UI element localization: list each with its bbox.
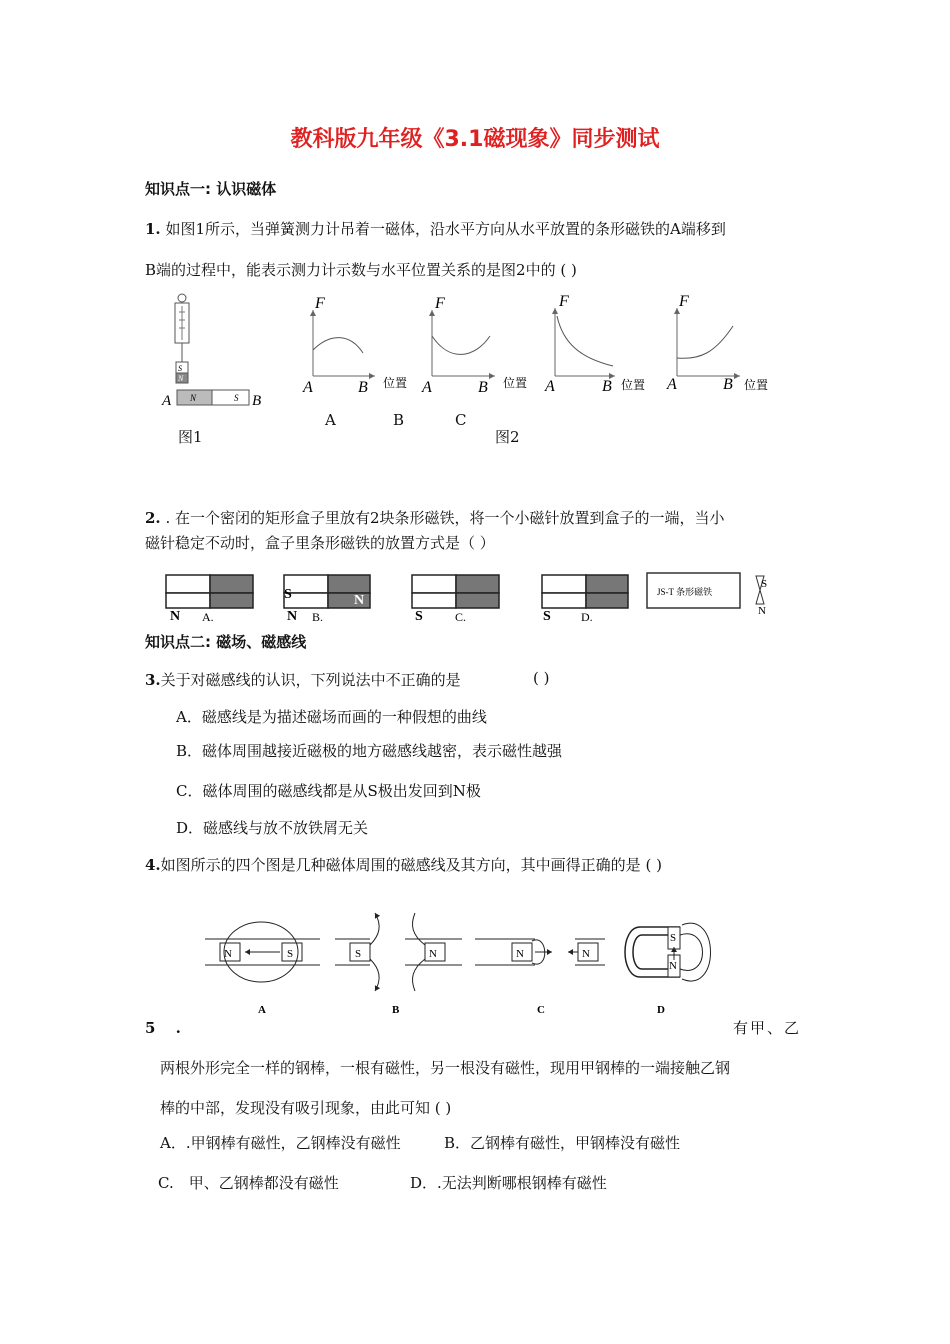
graph-option-b: B [393, 411, 405, 429]
fig-d-label: D [657, 1004, 665, 1016]
question-4-number: 4. [145, 856, 161, 874]
graph-b-b: B [478, 379, 488, 396]
page-title: 教科版九年级《3.1磁现象》同步测试 [290, 127, 660, 152]
option-b-n-right: N [354, 593, 365, 608]
question-3-option-b: B．磁体周围越接近磁极的地方磁感线越密，表示磁性越强 [176, 742, 563, 760]
option-a-n: N [170, 609, 181, 624]
figure-2-graphs [295, 288, 795, 398]
fig-c-n-right: N [582, 948, 590, 960]
section-heading-2: 知识点二: 磁场、磁感线 [145, 633, 307, 651]
graph-c [544, 293, 645, 395]
option-a-label: A. [202, 610, 214, 624]
needle-n: N [758, 605, 766, 617]
graph-a-f: F [315, 295, 325, 312]
option-b-label: B. [312, 610, 324, 624]
question-2-magnet-options [160, 570, 780, 626]
graph-a-b: B [358, 379, 368, 396]
graph-option-a: A [325, 411, 336, 429]
question-4-text: 如图所示的四个图是几种磁体周围的磁感线及其方向，其中画得正确的是 ( ) [160, 856, 662, 874]
graph-d [666, 293, 768, 393]
field-figure-c [475, 939, 605, 1016]
graph-b [421, 295, 527, 396]
question-3-option-d: D．磁感线与放不放铁屑无关 [176, 819, 369, 837]
graph-d-b: B [723, 376, 733, 393]
question-3-option-a: A．磁感线是为描述磁场而画的一种假想的曲线 [176, 708, 487, 726]
graph-c-pos: 位置 [621, 378, 646, 392]
field-figure-a [205, 922, 320, 1016]
fig-d-n: N [669, 960, 677, 972]
option-b-n: N [287, 609, 298, 624]
magnet-box [647, 573, 740, 608]
question-3-stem [145, 669, 461, 690]
fig-a-s: S [287, 948, 294, 960]
question-5-option-a: A．.甲钢棒有磁性，乙钢棒没有磁性 [160, 1134, 401, 1152]
fig-c-n-left: N [516, 948, 524, 960]
option-c-magnets [412, 575, 499, 624]
bar-end-a: A [162, 393, 172, 409]
question-5-number: 5 . [145, 1019, 181, 1037]
fig-b-n: N [429, 948, 437, 960]
hanging-magnet-s: S [178, 364, 182, 373]
fig-a-label: A [258, 1004, 266, 1016]
question-5-option-b: B．乙钢棒有磁性，甲钢棒没有磁性 [444, 1134, 681, 1152]
option-d-magnets [542, 575, 628, 624]
question-3-number: 3. [145, 671, 161, 689]
question-2-text-1: . 在一个密闭的矩形盒子里放有2块条形磁铁，将一个小磁针放置到盒子的一端，当小 [165, 509, 725, 527]
magnet-box-label: JS-T 条形磁铁 [657, 587, 713, 597]
question-1-line-1 [145, 218, 726, 239]
graph-b-pos: 位置 [503, 376, 528, 390]
fig-b-s: S [355, 948, 362, 960]
option-c-s: S [415, 609, 423, 624]
option-d-label: D. [581, 610, 593, 624]
question-3-option-c: C．磁体周围的磁感线都是从S极出发回到N极 [176, 782, 481, 800]
question-5-line-3: 棒的中部，发现没有吸引现象，由此可知 ( ) [160, 1099, 452, 1117]
option-b-s: S [284, 587, 292, 602]
compass-needle-icon [756, 576, 767, 617]
fig-d-s: S [670, 932, 677, 944]
question-3-text: 关于对磁感线的认识，下列说法中不正确的是 [160, 671, 461, 689]
graph-d-a: A [667, 376, 677, 393]
fig-a-n: N [224, 948, 232, 960]
figure-1-spring-scale [160, 290, 270, 415]
bar-end-b: B [252, 393, 262, 409]
needle-s: S [761, 578, 768, 590]
option-d-s: S [543, 609, 551, 624]
bar-magnet-n: N [190, 393, 197, 403]
graph-c-a: A [545, 378, 555, 395]
graph-d-pos: 位置 [744, 378, 769, 392]
figure-1-caption: 图1 [178, 428, 203, 446]
question-1-text-1: 如图1所示，当弹簧测力计吊着一磁体，沿水平方向从水平放置的条形磁铁的A端移到 [165, 220, 726, 238]
question-5-start: 有甲、乙 [733, 1019, 802, 1037]
question-3-bracket: ( ) [533, 669, 550, 687]
option-c-label: C. [455, 610, 467, 624]
question-4-field-line-figures [200, 905, 720, 1020]
graph-a-pos: 位置 [383, 376, 408, 390]
question-2-number: 2. [145, 509, 161, 527]
graph-b-f: F [435, 295, 445, 312]
graph-c-b: B [602, 378, 612, 395]
question-4-stem [145, 854, 662, 875]
hanging-magnet-n: N [178, 374, 184, 383]
graph-c-f: F [559, 293, 569, 310]
bar-magnet-s: S [234, 393, 239, 403]
field-figure-b [335, 913, 462, 1016]
question-2-line-1 [145, 507, 725, 528]
graph-d-f: F [679, 293, 689, 310]
figure-2-caption: 图2 [495, 428, 520, 446]
field-figure-d [625, 923, 711, 1016]
question-2-line-2: 磁针稳定不动时，盒子里条形磁铁的放置方式是（ ） [145, 534, 495, 552]
question-5-option-d: D．.无法判断哪根钢棒有磁性 [410, 1174, 607, 1192]
section-heading-1: 知识点一: 认识磁体 [145, 180, 277, 198]
question-1-number: 1. [145, 220, 161, 238]
question-1-line-2: B端的过程中，能表示测力计示数与水平位置关系的是图2中的 ( ) [145, 261, 577, 279]
graph-a [302, 295, 407, 396]
graph-b-a: A [422, 379, 432, 396]
question-5-line-2: 两根外形完全一样的钢棒，一根有磁性，另一根没有磁性，现用甲钢棒的一端接触乙钢 [160, 1059, 731, 1077]
fig-c-label: C [537, 1004, 545, 1016]
graph-a-a: A [303, 379, 313, 396]
graph-option-c: C [455, 411, 467, 429]
question-5-option-c: C. 甲、乙钢棒都没有磁性 [158, 1174, 339, 1192]
option-b-magnets [284, 575, 370, 624]
fig-b-label: B [392, 1004, 400, 1016]
option-a-magnets [166, 575, 253, 624]
